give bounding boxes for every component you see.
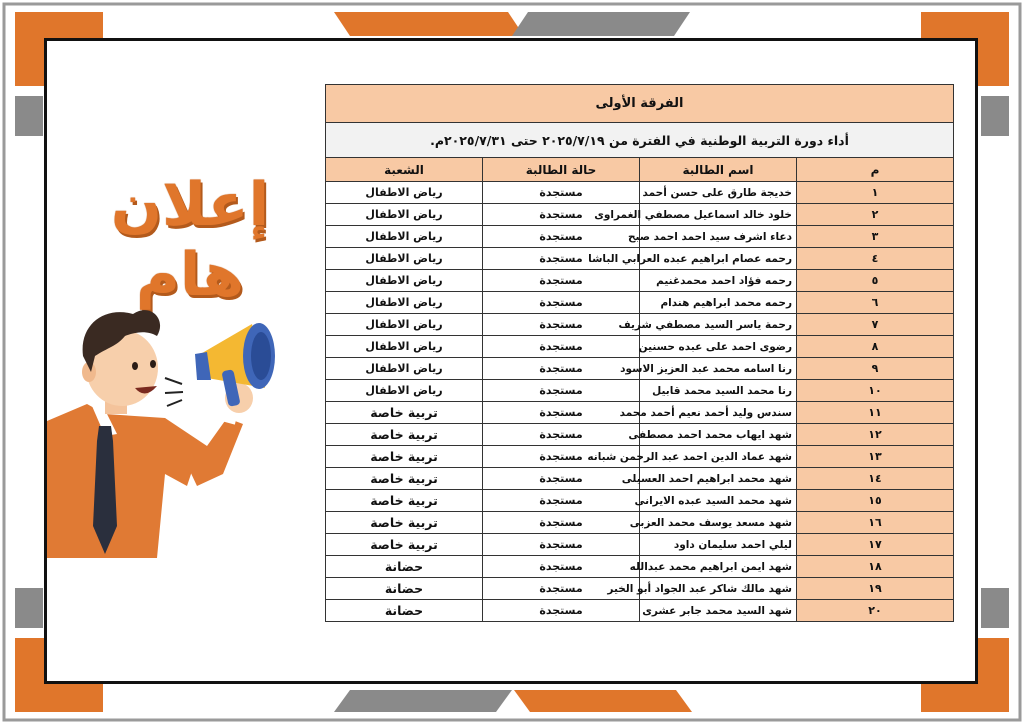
student-name: رحمة ياسر السيد مصطفي شريف [640, 314, 797, 336]
header-num: م [797, 158, 954, 182]
student-division: تربية خاصة [326, 424, 483, 446]
student-name: دعاء اشرف سيد احمد احمد صبح [640, 226, 797, 248]
student-status: مستجدة [483, 314, 640, 336]
table-row [326, 358, 954, 380]
table-row [326, 292, 954, 314]
student-division: حضانة [326, 600, 483, 622]
student-division: رياض الاطفال [326, 226, 483, 248]
table-row [326, 402, 954, 424]
group-title-row [326, 85, 954, 123]
student-division: تربية خاصة [326, 534, 483, 556]
student-status: مستجدة [483, 600, 640, 622]
student-status: مستجدة [483, 336, 640, 358]
student-name: ليلي احمد سليمان داود [640, 534, 797, 556]
student-name: رحمه عصام ابراهيم عبده العرابي الباشا [640, 248, 797, 270]
student-name: خلود خالد اسماعيل مصطفي الغمراوى [640, 204, 797, 226]
student-status: مستجدة [483, 446, 640, 468]
student-num: ٩ [797, 358, 954, 380]
student-division: تربية خاصة [326, 402, 483, 424]
student-num: ١٣ [797, 446, 954, 468]
student-num: ٥ [797, 270, 954, 292]
table-header-row [326, 158, 954, 182]
student-division: رياض الاطفال [326, 336, 483, 358]
student-name: شهد مسعد يوسف محمد العزبى [640, 512, 797, 534]
student-rows [326, 182, 954, 622]
table-row [326, 424, 954, 446]
student-name: شهد مالك شاكر عبد الجواد أبو الخير [640, 578, 797, 600]
table-row [326, 380, 954, 402]
student-num: ٢ [797, 204, 954, 226]
student-status: مستجدة [483, 204, 640, 226]
student-name: رنا محمد السيد محمد قابيل [640, 380, 797, 402]
student-name: شهد محمد ابراهيم احمد العسيلى [640, 468, 797, 490]
student-num: ٧ [797, 314, 954, 336]
student-num: ١٦ [797, 512, 954, 534]
student-division: حضانة [326, 556, 483, 578]
student-num: ٢٠ [797, 600, 954, 622]
student-name: رحمه محمد ابراهيم هندام [640, 292, 797, 314]
student-division: رياض الاطفال [326, 380, 483, 402]
table-row [326, 270, 954, 292]
student-division: حضانة [326, 578, 483, 600]
student-name: شهد ايهاب محمد احمد مصطفى [640, 424, 797, 446]
student-division: تربية خاصة [326, 446, 483, 468]
student-status: مستجدة [483, 512, 640, 534]
student-division: تربية خاصة [326, 512, 483, 534]
student-status: مستجدة [483, 534, 640, 556]
student-name: شهد ايمن ابراهيم محمد عبدالله [640, 556, 797, 578]
table-row [326, 556, 954, 578]
student-status: مستجدة [483, 468, 640, 490]
student-status: مستجدة [483, 248, 640, 270]
announcement-title: إعلان هام [110, 170, 270, 310]
student-num: ١١ [797, 402, 954, 424]
header-division: الشعبة [326, 158, 483, 182]
student-status: مستجدة [483, 578, 640, 600]
student-division: رياض الاطفال [326, 314, 483, 336]
student-num: ١٢ [797, 424, 954, 446]
student-name: شهد محمد السيد عبده الايرانى [640, 490, 797, 512]
course-subtitle: أداء دورة التربية الوطنية في الفترة من ٢٠٢٥/٧/١٩ حتى ٢٠٢٥/٧/٣١م. [326, 123, 954, 158]
header-status: حالة الطالبة [483, 158, 640, 182]
student-name: رضوى احمد على عبده حسنين [640, 336, 797, 358]
student-name: خديجة طارق على حسن أحمد [640, 182, 797, 204]
table-row [326, 182, 954, 204]
student-status: مستجدة [483, 292, 640, 314]
student-division: رياض الاطفال [326, 204, 483, 226]
student-num: ١ [797, 182, 954, 204]
student-name: شهد عماد الدين احمد عبد الرحمن شبانه [640, 446, 797, 468]
student-status: مستجدة [483, 226, 640, 248]
student-num: ١٥ [797, 490, 954, 512]
student-status: مستجدة [483, 556, 640, 578]
table-row [326, 600, 954, 622]
student-division: تربية خاصة [326, 490, 483, 512]
student-division: رياض الاطفال [326, 270, 483, 292]
table-row [326, 534, 954, 556]
student-num: ٤ [797, 248, 954, 270]
student-name: رحمه فؤاد احمد محمدغنيم [640, 270, 797, 292]
table-row [326, 468, 954, 490]
student-division: رياض الاطفال [326, 248, 483, 270]
student-num: ١٩ [797, 578, 954, 600]
table-row [326, 578, 954, 600]
student-status: مستجدة [483, 182, 640, 204]
student-status: مستجدة [483, 424, 640, 446]
table-row [326, 446, 954, 468]
course-subtitle-row [326, 123, 954, 158]
megaphone-man-illustration [47, 296, 297, 561]
student-num: ٦ [797, 292, 954, 314]
table-row [326, 226, 954, 248]
student-division: رياض الاطفال [326, 182, 483, 204]
student-name: رنا اسامه محمد عبد العزيز الاسود [640, 358, 797, 380]
student-status: مستجدة [483, 402, 640, 424]
student-num: ١٠ [797, 380, 954, 402]
student-num: ٨ [797, 336, 954, 358]
student-num: ٣ [797, 226, 954, 248]
student-status: مستجدة [483, 358, 640, 380]
student-status: مستجدة [483, 490, 640, 512]
student-status: مستجدة [483, 380, 640, 402]
student-num: ١٨ [797, 556, 954, 578]
student-division: رياض الاطفال [326, 358, 483, 380]
student-name: سندس وليد أحمد نعيم أحمد محمد [640, 402, 797, 424]
student-table [325, 84, 954, 622]
student-status: مستجدة [483, 270, 640, 292]
student-table-container [325, 84, 954, 622]
student-num: ١٤ [797, 468, 954, 490]
table-row [326, 490, 954, 512]
student-num: ١٧ [797, 534, 954, 556]
student-division: رياض الاطفال [326, 292, 483, 314]
header-name: اسم الطالبة [640, 158, 797, 182]
table-row [326, 512, 954, 534]
table-row [326, 314, 954, 336]
table-row [326, 204, 954, 226]
student-division: تربية خاصة [326, 468, 483, 490]
group-title: الفرقة الأولى [326, 85, 954, 123]
student-name: شهد السيد محمد جابر عشرى [640, 600, 797, 622]
table-row [326, 336, 954, 358]
table-row [326, 248, 954, 270]
